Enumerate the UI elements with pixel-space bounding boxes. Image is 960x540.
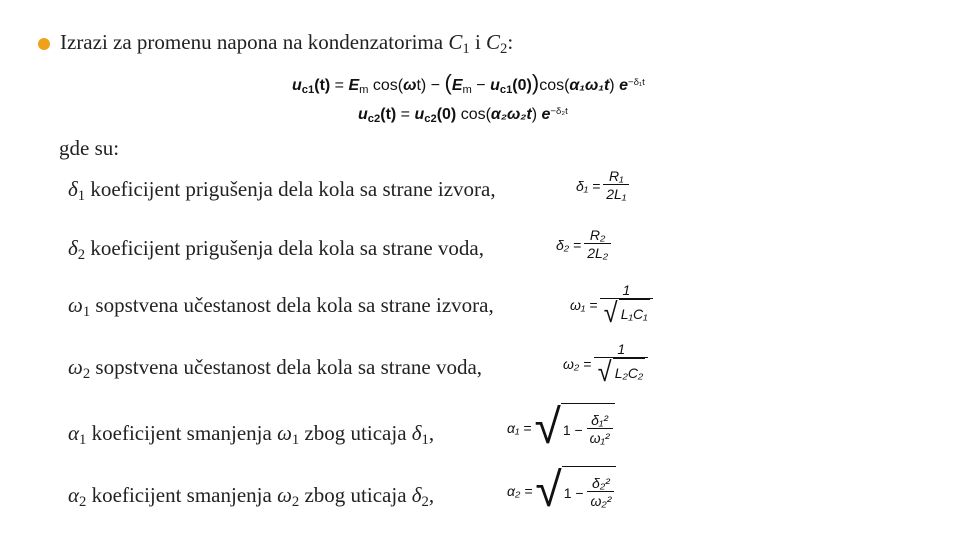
equation-uc1: [292, 70, 645, 96]
eq1-E: E: [348, 77, 360, 94]
radical-sign: √ 1 − $\frac{\text{δ₂²}}{\text{ω₂²}}$: [535, 466, 616, 516]
fraction-numerator: R₂: [589, 227, 606, 243]
eq2-cos: cos(: [456, 106, 491, 123]
heading-text: Izrazi za promenu napona na kondenzatorima: [60, 30, 449, 54]
eq1-zero: (0): [512, 77, 532, 94]
eq2-u: u: [358, 106, 368, 123]
equation-uc2: [358, 106, 568, 124]
eq2-zero: (0): [436, 106, 457, 123]
formula-lhs: α₂ =: [507, 483, 533, 499]
def-text-3: ,: [428, 483, 435, 507]
eq1-E2: E: [451, 77, 463, 94]
def-index: 1: [82, 303, 91, 320]
fraction-denominator: [600, 298, 652, 327]
eq1-omega: ω: [403, 77, 417, 94]
bullet-dot: [38, 38, 50, 50]
fraction-numerator: 1: [622, 282, 631, 298]
eq1-e: e: [614, 77, 628, 94]
formula-lhs: α₁ =: [507, 420, 532, 436]
formula-lhs: δ₁ =: [576, 177, 601, 194]
eq1-close: ): [609, 77, 615, 94]
heading-c2: C: [486, 30, 501, 54]
fraction-denominator: 2L₁: [603, 184, 629, 203]
eq2-close: ): [531, 106, 538, 123]
def-text-3: ,: [428, 421, 435, 445]
heading-colon: :: [507, 30, 514, 54]
eq2-equals: =: [396, 106, 415, 123]
formula-lhs: ω₂ =: [563, 355, 592, 372]
eq2-e: e: [537, 106, 551, 123]
def-index: 1: [77, 187, 86, 204]
fraction-numerator: δ₁²: [591, 412, 608, 428]
definition-alpha1: [68, 421, 434, 446]
def-index-3: 1: [421, 431, 429, 448]
fraction: [600, 282, 652, 327]
eq1-u2: u: [490, 77, 500, 94]
def-text: koeficijent smanjenja: [86, 483, 278, 507]
def-text: sopstvena učestanost dela kola sa strane voda,: [90, 355, 483, 379]
radicand: L₁C₁: [619, 299, 650, 327]
def-index: 2: [79, 493, 87, 510]
def-symbol: ω: [68, 293, 83, 317]
formula-delta2: [556, 227, 611, 262]
formula-omega2: [563, 341, 648, 386]
eq1-exponent: −δ₁t: [627, 76, 645, 88]
def-index: 2: [77, 246, 86, 263]
def-symbol: ω: [68, 355, 83, 379]
eq1-c1: c1: [301, 83, 315, 96]
eq1-rparen: ): [531, 70, 540, 95]
fraction: [587, 475, 614, 510]
eq1-minus: −: [471, 77, 491, 94]
definition-alpha2: [68, 483, 434, 508]
def-text-2: zbog uticaja: [299, 421, 412, 445]
radicand-one: 1 −: [562, 421, 583, 438]
def-text: koeficijent prigušenja dela kola sa strane izvora,: [85, 177, 496, 201]
heading: [60, 30, 513, 55]
definition-delta1: [68, 177, 496, 202]
eq2-exponent: −δ₂t: [550, 105, 568, 117]
eq2-t: (t): [380, 106, 397, 123]
definition-delta2: [68, 236, 484, 261]
fraction-numerator: δ₂²: [592, 475, 610, 491]
gde-su-label: gde su:: [59, 136, 120, 160]
eq2-c2: c2: [367, 112, 381, 125]
eq1-argument: α₁ω₁t: [569, 77, 610, 94]
def-text: koeficijent smanjenja: [86, 421, 278, 445]
radical-sign: √ L₂C₂: [598, 356, 644, 387]
def-index: 2: [82, 365, 91, 382]
eq1-cos: cos(: [368, 77, 404, 94]
eq1-tclose: t) −: [416, 77, 445, 94]
definition-omega2: [68, 355, 482, 380]
formula-alpha2: [507, 466, 616, 516]
def-index: 1: [79, 431, 87, 448]
fraction: [587, 412, 613, 447]
fraction-denominator: [594, 357, 648, 386]
def-text: sopstvena učestanost dela kola sa strane izvora,: [90, 293, 494, 317]
heading-and: i: [469, 30, 487, 54]
radicand: L₂C₂: [613, 358, 646, 386]
def-index-2: 1: [291, 431, 300, 448]
fraction-denominator: ω₂²: [587, 491, 614, 510]
fraction-denominator: ω₁²: [587, 428, 613, 447]
eq1-m2: m: [462, 83, 472, 96]
def-symbol-2: ω: [277, 421, 292, 445]
formula-lhs: δ₂ =: [556, 236, 582, 253]
heading-c1: C: [448, 30, 463, 54]
eq2-argument: α₂ω₂t: [490, 106, 532, 123]
def-symbol-2: ω: [277, 483, 292, 507]
heading-c1-index: 1: [462, 40, 470, 57]
def-symbol: α: [68, 421, 80, 445]
eq1-u: u: [292, 77, 302, 94]
fraction: [594, 341, 648, 386]
formula-omega1: [570, 282, 653, 327]
eq1-t: (t): [314, 77, 331, 94]
fraction: [603, 168, 629, 203]
def-symbol: δ: [68, 177, 78, 201]
fraction-numerator: R₁: [609, 168, 624, 184]
radical-sign: √ 1 − $\frac{\text{δ₁²}}{\text{ω₁²}}$: [534, 403, 614, 453]
eq1-c1b: c1: [499, 83, 513, 96]
eq1-lparen: (: [444, 70, 452, 95]
def-index-2: 2: [291, 493, 300, 510]
heading-c2-index: 2: [500, 40, 508, 57]
def-text-2: zbog uticaja: [299, 483, 412, 507]
def-text: koeficijent prigušenja dela kola sa strane voda,: [85, 236, 484, 260]
fraction: [584, 227, 611, 262]
radicand-one: 1 −: [563, 484, 584, 501]
eq1-cos2: cos(: [539, 77, 570, 94]
radical-sign: √ L₁C₁: [604, 297, 648, 328]
fraction-numerator: 1: [617, 341, 626, 357]
eq2-u2: u: [414, 106, 425, 123]
def-symbol-3: δ: [411, 483, 422, 507]
def-symbol: δ: [68, 236, 78, 260]
def-index-3: 2: [421, 493, 429, 510]
formula-lhs: ω₁ =: [570, 296, 598, 313]
def-symbol: α: [68, 483, 80, 507]
formula-alpha1: [507, 403, 615, 453]
def-symbol-3: δ: [411, 421, 422, 445]
eq1-m: m: [359, 83, 369, 96]
definition-omega1: [68, 293, 494, 318]
eq1-equals: =: [330, 77, 349, 94]
formula-delta1: [576, 168, 629, 203]
eq2-c2b: c2: [424, 112, 437, 125]
fraction-denominator: 2L₂: [584, 243, 611, 262]
